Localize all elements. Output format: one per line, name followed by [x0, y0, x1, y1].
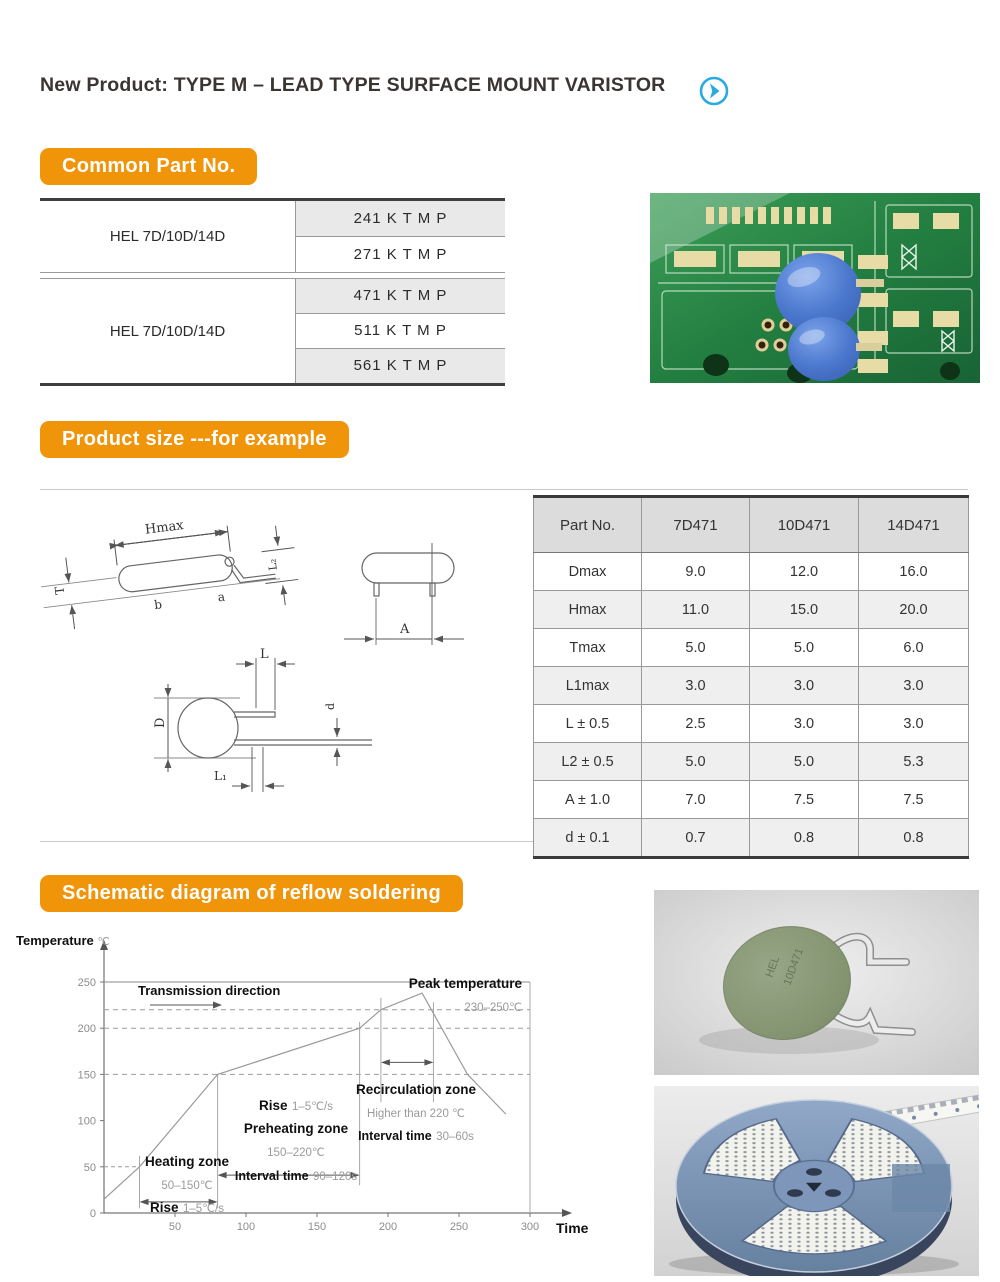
recirculation-zone-annotation: Recirculation zone Higher than 220 ℃ Interval time 30–60s [355, 1082, 477, 1144]
svg-text:250: 250 [449, 1221, 469, 1233]
preheating-zone-annotation: Rise 1–5℃/s Preheating zone 150–220℃ Interval time 90–120s [234, 1098, 358, 1183]
part-number: 561 K T M P [296, 348, 505, 383]
svg-text:D: D [153, 717, 168, 728]
section-divider [40, 489, 968, 490]
section-heading-product-size: Product size ---for example [40, 421, 349, 458]
dimension-drawings [40, 493, 530, 838]
table-row: L1max 3.0 3.0 3.0 [534, 667, 969, 705]
part-family: HEL 7D/10D/14D [40, 201, 295, 272]
reflow-chart [10, 930, 610, 1270]
svg-text:200: 200 [77, 1023, 96, 1036]
column-header: 7D471 [642, 497, 750, 553]
circle-arrow-right-icon [699, 76, 729, 106]
svg-text:d: d [324, 702, 337, 710]
dimension-table [533, 495, 969, 859]
svg-text:HEL: HEL [763, 954, 783, 980]
common-part-table [40, 198, 505, 386]
svg-text:50: 50 [168, 1221, 182, 1233]
column-header: Part No. [534, 497, 642, 553]
peak-temperature-annotation: Peak temperature 230–250℃ [408, 976, 522, 1015]
part-number: 271 K T M P [296, 236, 505, 272]
svg-text:150: 150 [77, 1069, 96, 1082]
transmission-direction-label: Transmission direction [138, 983, 281, 998]
part-number: 471 K T M P [296, 279, 505, 313]
table-row: d ± 0.1 0.7 0.8 0.8 [534, 819, 969, 858]
svg-text:L: L [260, 647, 269, 662]
pcb-photo [650, 193, 980, 383]
part-number: 241 K T M P [296, 201, 505, 236]
svg-text:b: b [153, 597, 163, 613]
part-number: 511 K T M P [296, 313, 505, 348]
table-row: Dmax 9.0 12.0 16.0 [534, 553, 969, 591]
reel-photo [654, 1086, 979, 1276]
section-heading-common-part: Common Part No. [40, 148, 257, 185]
reel-label [892, 1164, 950, 1212]
svg-text:250: 250 [77, 977, 96, 989]
svg-text:L₂: L₂ [265, 557, 280, 572]
svg-text:100: 100 [77, 1115, 96, 1128]
svg-text:A: A [400, 622, 410, 637]
table-header-row [534, 497, 969, 553]
svg-text:50: 50 [83, 1161, 96, 1174]
section-heading-reflow: Schematic diagram of reflow soldering [40, 875, 463, 912]
y-axis-title: Temperature ℃ [16, 933, 110, 948]
table-row: A ± 1.0 7.0 7.5 7.5 [534, 781, 969, 819]
x-axis-title: Time [556, 1220, 589, 1236]
table-row: L ± 0.5 2.5 3.0 3.0 [534, 705, 969, 743]
heating-zone-annotation: Heating zone 50–150℃ Rise 1–5℃/s [144, 1154, 229, 1216]
svg-text:a: a [216, 589, 226, 605]
svg-text:Hmax: Hmax [144, 518, 185, 538]
svg-text:T: T [52, 585, 68, 596]
svg-text:0: 0 [89, 1208, 96, 1220]
column-header: 14D471 [859, 497, 969, 553]
varistor-photo [654, 890, 979, 1075]
svg-text:150: 150 [307, 1221, 327, 1233]
column-header: 10D471 [750, 497, 859, 553]
svg-text:100: 100 [236, 1221, 256, 1233]
table-row: Hmax 11.0 15.0 20.0 [534, 591, 969, 629]
common-part-group [40, 278, 505, 386]
page-title: New Product: TYPE M – LEAD TYPE SURFACE MOUNT VARISTOR [40, 74, 666, 96]
common-part-group [40, 198, 505, 273]
table-row: L2 ± 0.5 5.0 5.0 5.3 [534, 743, 969, 781]
part-family: HEL 7D/10D/14D [40, 279, 295, 383]
svg-text:200: 200 [378, 1221, 398, 1233]
svg-text:10D471: 10D471 [781, 946, 807, 988]
svg-text:L₁: L₁ [214, 769, 227, 783]
svg-text:300: 300 [520, 1221, 540, 1233]
table-row: Tmax 5.0 5.0 6.0 [534, 629, 969, 667]
